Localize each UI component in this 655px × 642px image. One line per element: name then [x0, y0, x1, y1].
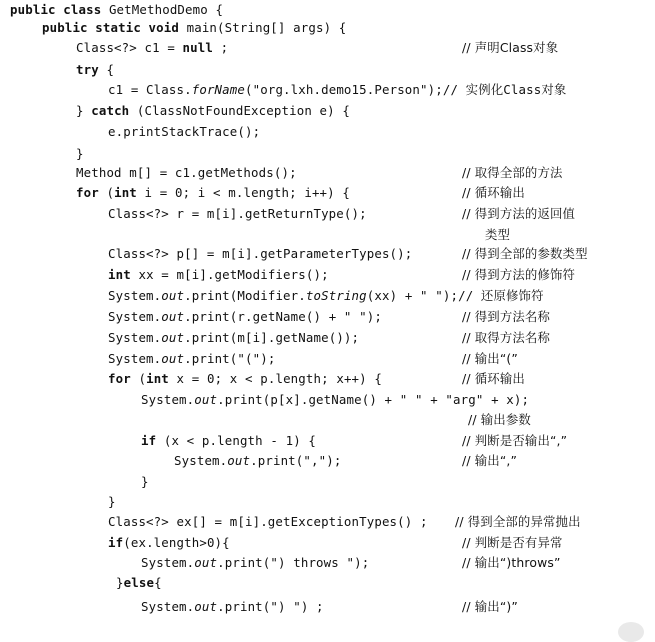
keyword: catch: [91, 103, 130, 118]
code-comment: // 输出“,”: [462, 453, 518, 468]
code-text: [141, 390, 529, 410]
code-fragment: (xx) + " ");// 还原修饰符: [366, 288, 544, 303]
keyword: null: [182, 40, 213, 55]
italic-member: out: [194, 555, 218, 570]
code-fragment: .print(p[x].getName() + " " + "arg" + x);: [217, 392, 530, 407]
keyword: else: [123, 575, 155, 590]
code-fragment: .print(") throws ");: [217, 555, 370, 570]
code-fragment: System.: [108, 330, 162, 345]
code-comment: // 得到全部的参数类型: [462, 246, 588, 261]
code-fragment: main(String[] args) {: [178, 20, 347, 35]
code-comment: // 判断是否有异常: [462, 535, 563, 550]
keyword: int: [146, 371, 169, 386]
code-comment: // 取得方法名称: [462, 330, 550, 345]
italic-member: out: [194, 392, 218, 407]
code-text: [108, 307, 382, 327]
code-text: [76, 60, 114, 80]
code-fragment: i = 0; i < m.length; i++) {: [136, 185, 350, 200]
code-text: [108, 265, 329, 285]
code-text: [108, 328, 359, 348]
keyword: try: [76, 62, 99, 77]
code-fragment: }: [76, 103, 92, 118]
code-comment: // 循环输出: [462, 371, 525, 386]
code-fragment: System.: [108, 351, 162, 366]
keyword: public static void: [42, 20, 179, 35]
keyword: if: [108, 535, 124, 550]
italic-member: out: [161, 330, 185, 345]
code-comment: 类型: [485, 227, 511, 242]
code-fragment: Class<?> p[] = m[i].getParameterTypes();: [108, 246, 413, 261]
code-fragment: }: [76, 146, 84, 161]
code-comment: // 判断是否输出“,”: [462, 433, 568, 448]
code-fragment: }: [116, 575, 124, 590]
code-fragment: .print(",");: [250, 453, 342, 468]
code-comment: // 得到方法的修饰符: [462, 267, 576, 282]
code-fragment: (: [130, 371, 147, 386]
code-text: [108, 512, 428, 532]
italic-member: out: [161, 288, 185, 303]
italic-member: out: [227, 453, 251, 468]
code-fragment: (ex.length>0){: [123, 535, 230, 550]
code-fragment: }: [108, 494, 116, 509]
code-fragment: e.printStackTrace();: [108, 124, 261, 139]
code-fragment: x = 0; x < p.length; x++) {: [168, 371, 382, 386]
code-text: [10, 0, 223, 20]
code-comment: // 输出“)”: [462, 599, 518, 614]
code-fragment: (ClassNotFoundException e) {: [129, 103, 350, 118]
italic-member: out: [161, 351, 185, 366]
code-text: [108, 122, 260, 142]
code-fragment: Method m[] = c1.getMethods();: [76, 165, 297, 180]
italic-member: out: [194, 599, 218, 614]
code-fragment: System.: [174, 453, 228, 468]
code-text: [174, 451, 341, 471]
code-text: [76, 144, 84, 164]
code-fragment: GetMethodDemo {: [101, 2, 224, 17]
code-fragment: .print("(");: [184, 351, 276, 366]
code-text: [141, 472, 149, 492]
code-text: [108, 80, 566, 100]
code-comment: // 输出参数: [468, 412, 531, 427]
code-fragment: xx = m[i].getModifiers();: [130, 267, 329, 282]
keyword: int: [114, 185, 137, 200]
code-fragment: .print(Modifier.: [184, 288, 306, 303]
keyword: public class: [10, 2, 102, 17]
code-fragment: Class<?> r = m[i].getReturnType();: [108, 206, 367, 221]
code-text: [116, 573, 162, 593]
code-text: [141, 597, 324, 617]
code-fragment: .print(r.getName() + " ");: [184, 309, 382, 324]
code-fragment: System.: [141, 599, 195, 614]
page-corner-mark: [618, 622, 644, 642]
italic-member: toString: [305, 288, 367, 303]
code-text: [108, 204, 367, 224]
code-fragment: c1 = Class.: [108, 82, 192, 97]
code-fragment: ("org.lxh.demo15.Person");// 实例化Class对象: [245, 82, 567, 97]
code-text: [108, 492, 116, 512]
code-fragment: }: [141, 474, 149, 489]
keyword: for: [76, 185, 99, 200]
code-fragment: System.: [141, 555, 195, 570]
code-fragment: {: [98, 62, 115, 77]
code-fragment: Class<?> ex[] = m[i].getExceptionTypes() ;: [108, 514, 428, 529]
code-fragment: (x < p.length - 1) {: [156, 433, 317, 448]
code-fragment: System.: [141, 392, 195, 407]
code-fragment: .print(m[i].getName());: [184, 330, 360, 345]
code-text: [108, 286, 544, 306]
code-fragment: Class<?> c1 =: [76, 40, 183, 55]
code-comment: // 得到方法名称: [462, 309, 550, 324]
code-fragment: System.: [108, 288, 162, 303]
keyword: for: [108, 371, 131, 386]
code-fragment: .print(") ") ;: [217, 599, 324, 614]
code-text: [108, 369, 382, 389]
code-comment: // 输出“)throws”: [462, 555, 561, 570]
code-text: [108, 533, 230, 553]
code-text: [108, 349, 275, 369]
code-comment: // 输出“(”: [462, 351, 518, 366]
italic-member: out: [161, 309, 185, 324]
code-fragment: System.: [108, 309, 162, 324]
code-fragment: {: [154, 575, 162, 590]
code-comment: // 得到全部的异常抛出: [455, 514, 581, 529]
code-text: [76, 163, 297, 183]
code-text: [42, 18, 346, 38]
code-comment: // 声明Class对象: [462, 40, 559, 55]
code-text: [108, 244, 412, 264]
code-fragment: (: [98, 185, 115, 200]
code-text: [141, 553, 369, 573]
code-text: [76, 38, 228, 58]
keyword: int: [108, 267, 131, 282]
code-comment: // 循环输出: [462, 185, 525, 200]
code-text: [76, 101, 350, 121]
keyword: if: [141, 433, 157, 448]
italic-member: forName: [191, 82, 245, 97]
code-comment: // 得到方法的返回值: [462, 206, 576, 221]
code-text: [141, 431, 316, 451]
code-fragment: ;: [213, 40, 229, 55]
code-comment: // 取得全部的方法: [462, 165, 563, 180]
code-text: [76, 183, 350, 203]
